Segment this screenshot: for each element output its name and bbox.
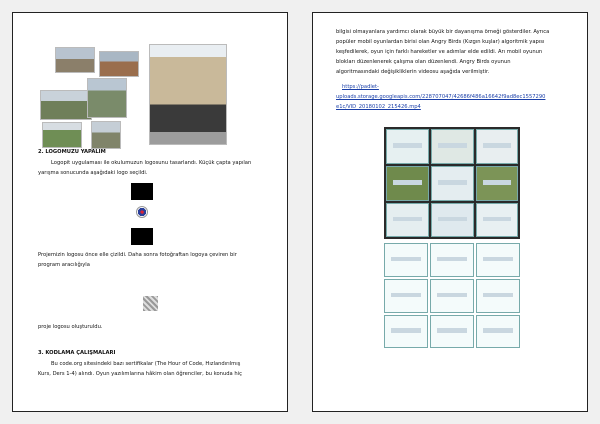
certificate-image [384,315,428,348]
intro-line-5: algoritmasındaki değişikliklerin videosu aşağıda verilmiştir. [336,69,490,75]
coding-paragraph-line-2: Kurs, Ders 1-4) alındı. Oyun yazılımlarına hâkim olan öğrenciler, bu konuda hiç [38,371,242,377]
certificate-image [430,243,474,277]
school-photo-wide [55,47,95,73]
certificate-image [431,166,474,201]
certificate-image [476,315,520,348]
logo-process-line-1: Projemizin logosu önce elle çizildi. Daha sonra fotoğraftan logoya çeviren bir [38,252,237,258]
certificate-image [431,203,474,237]
intro-line-3: keşfedilerek, oyun için farklı hareketler ve adımlar elde edildi. Arı mobil oyunun [336,49,543,55]
coding-paragraph-line-1: Bu code.org sitesindeki bazı sertifikalar (The Hour of Code, Hızlandırılmış [51,361,241,367]
certificate-image [430,315,474,348]
certificate-image [476,129,518,164]
certificate-image [476,166,518,201]
logo-result-text: proje logosu oluşturuldu. [38,324,103,330]
left-page [12,12,288,412]
school-photo-6 [91,121,121,149]
video-link-line-1[interactable]: https://padlet- [342,84,379,90]
certificate-image [476,243,520,277]
logo-paragraph-line-2: yarışma sonucunda aşağıdaki logo seçildi. [38,170,148,176]
certificate-image [384,279,428,313]
hand-drawn-logo-image [143,296,158,311]
right-page [312,12,588,412]
intro-line-2: popüler mobil oyunlardan birisi olan Angry Birds (Kızgın kuşlar) algoritmik yapısı [336,39,545,45]
certificate-image [384,243,428,277]
school-photo-5 [42,122,82,148]
certificate-image [431,129,474,164]
certificate-image [476,203,518,237]
certificate-image [386,129,429,164]
certificate-image [386,166,429,201]
school-photo-3 [40,90,92,120]
school-photo-2 [99,51,139,77]
certificate-image [476,279,520,313]
school-building-photo [149,44,227,145]
redacted-block-top [131,183,153,200]
intro-line-4: blokları düzenlenerek çalışma olan düzenlendi. Angry Birds oyunun [336,59,511,65]
coding-heading: 3. KODLAMA ÇALIŞMALARI [38,350,116,356]
school-logo [136,206,148,218]
logo-paragraph-line-1: Logopit uygulaması ile okulumuzun logosunu tasarlandı. Küçük çapta yapılan [51,160,252,166]
school-photo-4 [87,78,127,118]
logo-heading: 2. LOGOMUZU YAPALIM [38,149,106,155]
redacted-block-bottom [131,228,153,245]
video-link-line-3[interactable]: e1c/VID_20180102_215426.mp4 [336,104,421,110]
intro-line-1: bilgisi olmayanlara yardımcı olarak büyük bir dayanışma örneği gösterdiler. Ayrıca [336,29,550,35]
logo-process-line-2: program aracılığıyla [38,262,90,268]
video-link-line-2[interactable]: uploads.storage.googleapis.com/228707047/42686f486a16642f9ad8ec1557290 [336,94,546,100]
certificate-image [386,203,429,237]
certificate-image [430,279,474,313]
